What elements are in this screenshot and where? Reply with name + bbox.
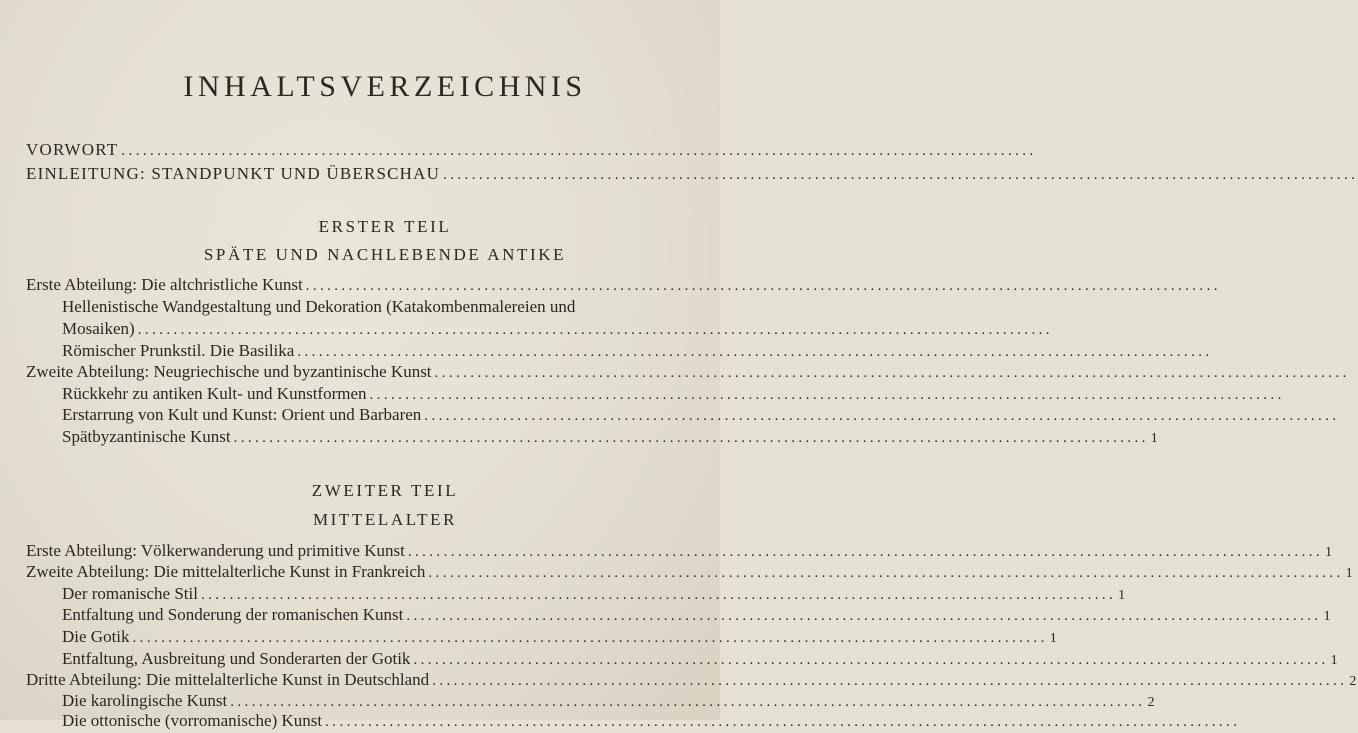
toc-entry-label: Spätbyzantinische Kunst xyxy=(62,427,231,446)
dot-leader: ................................................................................................................................ xyxy=(137,322,1053,338)
toc-entry-preface xyxy=(26,139,1037,162)
toc-entry-label: Die ottonische (vorromanische) Kunst xyxy=(62,711,323,730)
part1-heading: ERSTER TEIL xyxy=(318,217,452,236)
dot-leader: ................................................................................................................................ xyxy=(424,408,1340,424)
toc-entry-label: Entfaltung, Ausbreitung und Sonderarten der Gotik xyxy=(62,649,411,668)
dot-leader: ................................................................................................................................ xyxy=(233,430,1149,446)
dot-leader: ................................................................................................................................ xyxy=(432,673,1348,689)
toc-entry xyxy=(62,318,1053,341)
part2-heading: ZWEITER TEIL xyxy=(311,481,459,500)
dot-leader: ................................................................................................................................ xyxy=(428,565,1344,581)
toc-page-number: 1 xyxy=(1118,588,1126,603)
toc-entry-label: Die karolingische Kunst xyxy=(62,691,228,710)
dot-leader: ................................................................................................................................ xyxy=(443,167,1358,183)
toc-entry-label: Erste Abteilung: Völkerwanderung und primitive Kunst xyxy=(26,541,405,560)
dot-leader: ................................................................................................................................ xyxy=(305,278,1221,294)
dot-leader: ................................................................................................................................ xyxy=(297,344,1213,360)
dot-leader: ................................................................................................................................ xyxy=(413,652,1329,668)
toc-entry xyxy=(62,626,1057,650)
toc-entry-label: Zweite Abteilung: Die mittelalterliche Kunst in Frankreich xyxy=(26,562,426,581)
dot-leader: ................................................................................................................................ xyxy=(230,694,1146,710)
toc-page-number: 2 xyxy=(1349,674,1357,689)
toc-entry xyxy=(26,561,1353,585)
toc-page-number: 1 xyxy=(1325,545,1333,560)
toc-entry-label: Erste Abteilung: Die altchristliche Kunst xyxy=(26,275,303,294)
toc-entry-label: Hellenistische Wandgestaltung und Dekoration (Katakombenmalereien und xyxy=(62,297,576,316)
toc-page-number: 1 xyxy=(1345,566,1353,581)
toc-entry-label: Römischer Prunkstil. Die Basilika xyxy=(62,341,295,360)
toc-entry-label: Die Gotik xyxy=(62,627,130,646)
toc-page-number: 2 xyxy=(1147,695,1155,710)
toc-entry-label: Mosaiken) xyxy=(62,319,135,338)
toc-title: INHALTSVERZEICHNIS xyxy=(183,70,587,103)
dot-leader: ................................................................................................................................ xyxy=(407,544,1324,560)
toc-entry xyxy=(62,383,1285,406)
dot-leader: ................................................................................................................................ xyxy=(325,714,1241,730)
toc-entry-introduction xyxy=(26,163,1358,186)
toc-entry xyxy=(62,426,1158,450)
toc-entry xyxy=(62,340,1213,363)
toc-entry-label: Dritte Abteilung: Die mittelalterliche Kunst in Deutschland xyxy=(26,670,430,689)
part2-subheading: MITTELALTER xyxy=(312,510,458,529)
toc-page-number: 1 xyxy=(1049,631,1057,646)
toc-entry-label: EINLEITUNG: STANDPUNKT UND ÜBERSCHAU xyxy=(26,164,441,183)
toc-page-number: 1 xyxy=(1150,431,1158,446)
toc-entry xyxy=(26,274,1221,297)
dot-leader: ................................................................................................................................ xyxy=(132,630,1048,646)
toc-entry xyxy=(62,404,1340,427)
toc-entry-label: Der romanische Stil xyxy=(62,584,198,603)
toc-entry-label: Rückkehr zu antiken Kult- und Kunstformen xyxy=(62,384,367,403)
toc-page-number: 1 xyxy=(1323,609,1331,624)
toc-entry-label: Erstarrung von Kult und Kunst: Orient und Barbaren xyxy=(62,405,422,424)
toc-entry xyxy=(26,361,1350,384)
toc-entry-label: Zweite Abteilung: Neugriechische und byzantinische Kunst xyxy=(26,362,432,381)
toc-entry xyxy=(62,604,1331,628)
dot-leader: ................................................................................................................................ xyxy=(200,587,1117,603)
dot-leader: ................................................................................................................................ xyxy=(369,387,1285,403)
toc-entry xyxy=(62,710,1241,733)
toc-entry-label: Entfaltung und Sonderung der romanischen Kunst xyxy=(62,605,404,624)
dot-leader: ................................................................................................................................ xyxy=(406,608,1322,624)
toc-page-number: 1 xyxy=(1330,653,1338,668)
dot-leader: ................................................................................................................................ xyxy=(121,143,1037,159)
toc-entry-label: VORWORT xyxy=(26,140,119,159)
part1-subheading: SPÄTE UND NACHLEBENDE ANTIKE xyxy=(203,245,567,264)
dot-leader: ................................................................................................................................ xyxy=(434,365,1350,381)
